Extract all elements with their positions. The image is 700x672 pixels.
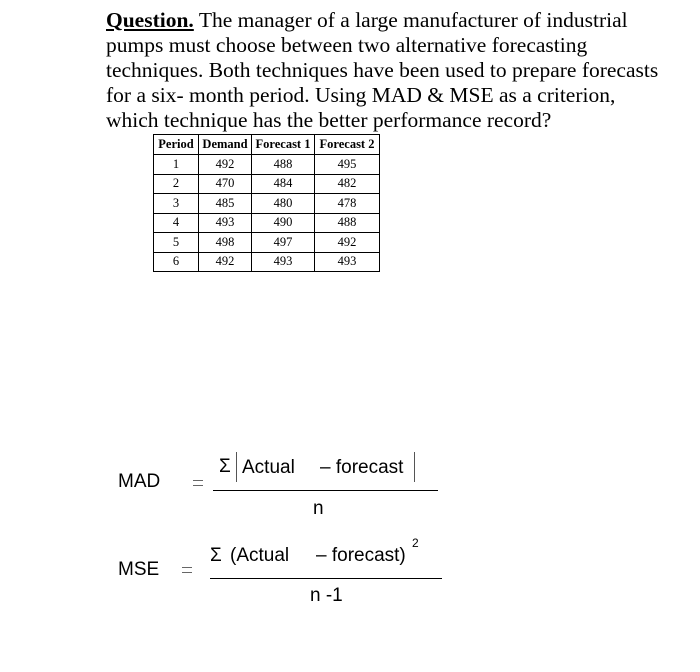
- cell-forecast-1: 493: [252, 252, 315, 272]
- cell-demand: 493: [199, 213, 252, 233]
- table-row: [154, 155, 380, 175]
- table-row: [154, 174, 380, 194]
- mse-actual: (Actual: [230, 545, 290, 566]
- mse-fraction-line: [210, 578, 442, 579]
- cell-period: 6: [154, 252, 199, 272]
- mse-denominator: n -1: [310, 585, 343, 606]
- cell-period: 4: [154, 213, 199, 233]
- table-row: [154, 252, 380, 272]
- cell-period: 3: [154, 194, 199, 214]
- mad-minus-forecast: – forecast: [320, 457, 404, 478]
- question-paragraph: [106, 8, 666, 133]
- mad-actual: Actual: [242, 457, 295, 478]
- mad-sigma: Σ: [219, 456, 231, 477]
- cell-demand: 492: [199, 155, 252, 175]
- table-header-row: [154, 135, 380, 155]
- cell-period: 5: [154, 233, 199, 253]
- cell-period: 1: [154, 155, 199, 175]
- cell-demand: 492: [199, 252, 252, 272]
- cell-forecast-1: 484: [252, 174, 315, 194]
- mse-exponent: 2: [412, 536, 419, 550]
- cell-forecast-1: 480: [252, 194, 315, 214]
- cell-forecast-1: 488: [252, 155, 315, 175]
- table-row: [154, 194, 380, 214]
- mad-label: MAD: [118, 471, 161, 492]
- mse-label: MSE: [118, 559, 160, 580]
- cell-period: 2: [154, 174, 199, 194]
- cell-demand: 485: [199, 194, 252, 214]
- header-demand: Demand: [199, 135, 252, 155]
- cell-forecast-1: 490: [252, 213, 315, 233]
- header-forecast-1: Forecast 1: [252, 135, 315, 155]
- mad-denominator: n: [313, 498, 324, 519]
- header-period: Period: [154, 135, 199, 155]
- table-row: [154, 213, 380, 233]
- table-row: [154, 233, 380, 253]
- header-forecast-2: Forecast 2: [315, 135, 380, 155]
- cell-forecast-1: 497: [252, 233, 315, 253]
- cell-forecast-2: 478: [315, 194, 380, 214]
- cell-forecast-2: 488: [315, 213, 380, 233]
- mad-fraction-line: [213, 490, 438, 491]
- cell-demand: 470: [199, 174, 252, 194]
- forecast-table: [153, 134, 380, 272]
- cell-forecast-2: 493: [315, 252, 380, 272]
- mse-minus-forecast: – forecast): [316, 545, 406, 566]
- cell-demand: 498: [199, 233, 252, 253]
- cell-forecast-2: 482: [315, 174, 380, 194]
- cell-forecast-2: 492: [315, 233, 380, 253]
- abs-bar-right: [414, 452, 415, 482]
- cell-forecast-2: 495: [315, 155, 380, 175]
- mse-sigma: Σ: [210, 545, 222, 566]
- question-lead: Question.: [106, 8, 194, 32]
- abs-bar-left: [236, 452, 237, 482]
- question-text: The manager of a large manufacturer of industrial pumps must choose between two alternative forecasting techniques. Both techniques have been used to prepare forecasts for a six- month period. Using MAD & MSE as a criterion, which technique has the better performance record?: [106, 8, 659, 132]
